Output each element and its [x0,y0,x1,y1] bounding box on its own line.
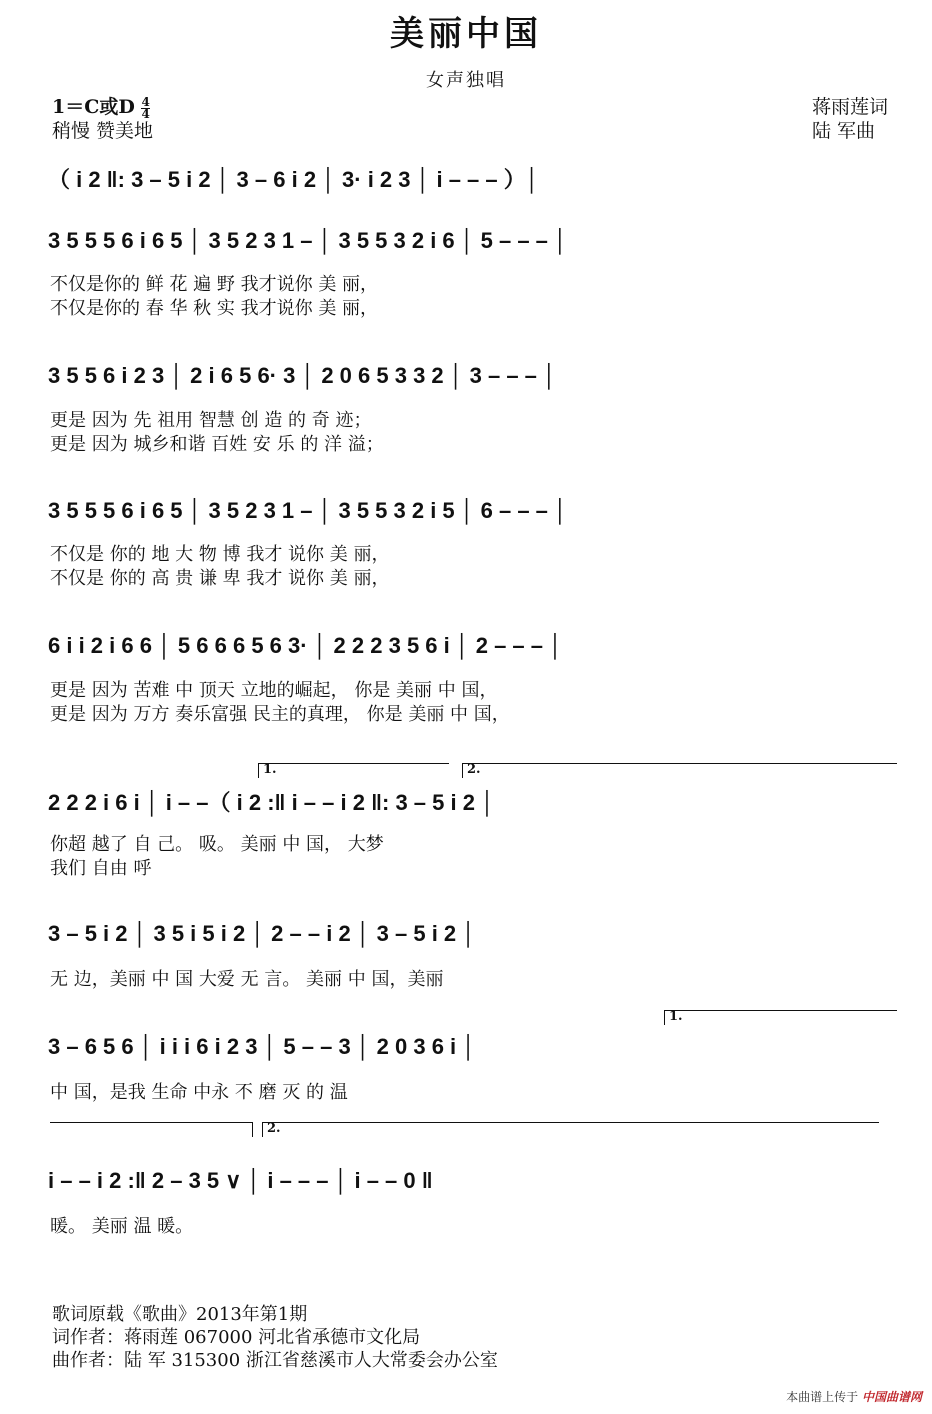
time-bottom: 4 [141,106,150,121]
tempo-marking: 稍慢 赞美地 [52,120,154,142]
score-system [48,1162,900,1202]
notation-line: 3 5 5 5 6 i 6 5 │ 3 5 2 3 1 – │ 3 5 5 3 2 i 5 │ 6 – – – │ [48,498,568,523]
lyric-line: 我们 自由 呼 [50,858,152,879]
notation-line: i – – i 2 :‖ 2 – 3 5 ∨ │ i – – – │ i – – 0 ‖ [48,1168,433,1193]
volta-label: 2. [267,1121,281,1136]
score-system [48,915,900,955]
volta-label: 1. [263,762,277,777]
notation-line: 3 5 5 6 i 2 3 │ 2 i 6 5 6· 3 │ 2 0 6 5 3 3 2 │ 3 – – – │ [48,363,557,388]
score-system [48,492,900,532]
lyric-line: 不仅是你的 鲜 花 遍 野 我才说你 美 丽， [50,274,379,295]
notation-line: 3 5 5 5 6 i 6 5 │ 3 5 2 3 1 – │ 3 5 5 3 2 i 6 │ 5 – – – │ [48,228,568,253]
composer-info: 曲作者：陆 军 315300 浙江省慈溪市人大常委会办公室 [52,1350,498,1371]
lyric-line: 更是 因为 万方 奏乐富强 民主的真理， 你是 美丽 中 国， [50,704,510,725]
lyric-line: 不仅是 你的 高 贵 谦 卑 我才 说你 美 丽， [50,568,390,589]
song-title: 美丽中国 [390,14,542,54]
volta-bracket [664,1010,897,1025]
volta-label: 1. [669,1009,683,1024]
lyric-line: 无 边，美丽 中 国 大爱 无 言。 美丽 中 国，美丽 [50,969,444,990]
lyric-line: 更是 因为 苦难 中 顶天 立地的崛起， 你是 美丽 中 国， [50,680,498,701]
notation-line: 6 i i 2 i 6 6 │ 5 6 6 6 5 6 3· │ 2 2 2 3 5 6 i │ 2 – – – │ [48,633,563,658]
lyric-line: 中 国，是我 生命 中永 不 磨 灭 的 温 [50,1082,348,1103]
volta-bracket [262,1122,879,1137]
score-system [48,157,900,197]
composer: 陆 军曲 [812,120,876,142]
volta-bracket [462,763,897,778]
lyricist-info: 词作者：蒋雨莲 067000 河北省承德市文化局 [52,1327,421,1348]
score-system [48,1028,900,1068]
volta-end-bracket [50,1122,253,1137]
lyric-line: 你超 越了 自 己。 吸。 美丽 中 国， 大梦 [50,834,384,855]
notation-line: 3 – 6 5 6 │ i i i 6 i 2 3 │ 5 – – 3 │ 2 0 3 6 i │ [48,1034,477,1059]
lyricist: 蒋雨莲词 [812,96,889,118]
song-subtitle: 女声独唱 [426,70,506,91]
time-top: 4 [141,94,150,109]
lyric-line: 不仅是你的 春 华 秋 实 我才说你 美 丽， [50,298,379,319]
notation-line: 3 – 5 i 2 │ 3 5 i 5 i 2 │ 2 – – i 2 │ 3 – 5 i 2 │ [48,921,477,946]
source-note: 歌词原载《歌曲》2013年第1期 [52,1304,308,1325]
site-logo-text[interactable]: 中国曲谱网 [861,1390,922,1404]
key-text: 1＝C或D [52,96,135,118]
lyric-line: 更是 因为 先 祖用 智慧 创 造 的 奇 迹； [50,410,372,431]
score-system [48,780,900,820]
volta-bracket [258,763,449,778]
lyric-line: 暖。 美丽 温 暖。 [50,1216,194,1237]
score-system [48,357,900,397]
notation-line: （ i 2 ‖: 3 – 5 i 2 │ 3 – 6 i 2 │ 3· i 2 3 │ i – – – ）│ [48,167,540,192]
score-system [48,222,900,262]
credit-prefix: 本曲谱上传于 [786,1390,859,1404]
lyric-line: 不仅是 你的 地 大 物 博 我才 说你 美 丽， [50,544,390,565]
score-system [48,627,900,667]
upload-credit [786,1388,922,1405]
lyric-line: 更是 因为 城乡和谐 百姓 安 乐 的 洋 溢； [50,434,384,455]
volta-label: 2. [467,762,481,777]
notation-line: 2 2 2 i 6 i │ i – –（ i 2 :‖ i – – i 2 ‖: 3 – 5 i 2 │ [48,790,495,815]
